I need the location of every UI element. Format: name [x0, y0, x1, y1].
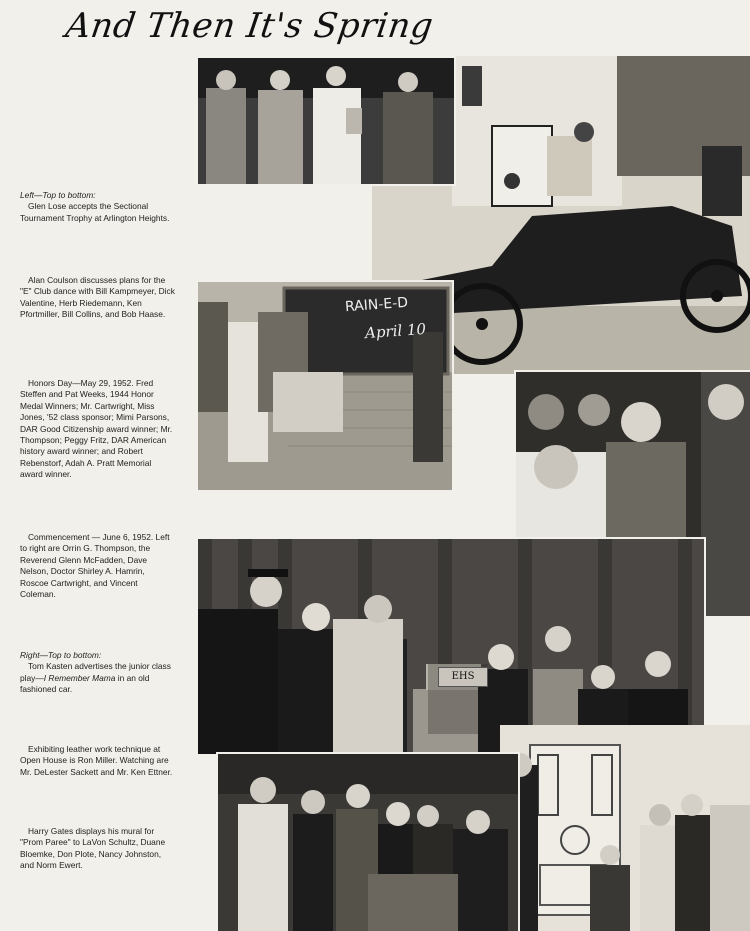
caption-play — [20, 650, 175, 696]
chalkboard-text-1: RAIN-E-D — [344, 294, 409, 316]
caption-play-text — [20, 661, 175, 695]
caption-play-post: in an old fashioned car. — [20, 672, 150, 695]
caption-commencement — [20, 532, 175, 600]
caption-honors — [20, 378, 175, 481]
caption-honors-text: Honors Day—May 29, 1952. Fred Steffen and Pat Weeks, 1944 Honor Medal Winners; Mr. Cartwright, Miss Jones, '52 class sponsor; Mimi Parsons, DAR Good Citizenship award winner; Mr. Thompson; Peggy Fritz, DAR American history award winner; and Robert Rebenstorf, Adah A. Pratt Memorial award winner. — [20, 378, 173, 480]
photo-trophy — [198, 58, 454, 184]
caption-eclub — [20, 275, 175, 321]
caption-play-pre: Tom Kasten advertises the junior class play— — [20, 661, 171, 683]
commencement-image — [198, 539, 704, 754]
caption-eclub-text: Alan Coulson discusses plans for the "E" Club dance with Bill Kampmeyer, Dick Valentine, Herb Riedemann, Ken Pfortmiller, Bill Collins, and Bob Haase. — [20, 275, 175, 320]
caption-leather — [20, 744, 175, 778]
caption-commencement-text: Commencement — June 6, 1952. Left to right are Orrin G. Thompson, the Reverend Glenn McFadden, Dave Nelson, Doctor Shirley A. Hamrin, Roscoe Cartwright, and Vincent Coleman. — [20, 532, 170, 600]
photo-eclub — [198, 282, 452, 490]
page-title: And Then It's Spring — [63, 6, 436, 46]
caption-play-title: I Remember Mama — [43, 672, 116, 683]
caption-trophy-text: Glen Lose accepts the Sectional Tournament Trophy at Arlington Heights. — [20, 201, 170, 223]
caption-left-header: Left—Top to bottom: — [20, 190, 96, 200]
caption-mural — [20, 826, 175, 872]
caption-mural-text: Harry Gates displays his mural for "Prom Paree" to LaVon Schultz, Duane Bloemke, Don Plote, Nancy Johnston, and Norm Ewert. — [20, 826, 166, 871]
honors-image — [218, 754, 518, 931]
caption-trophy — [20, 190, 175, 224]
photo-mural — [500, 725, 750, 931]
mural-image — [500, 725, 750, 931]
eclub-image — [198, 282, 452, 490]
trophy-image — [198, 58, 454, 184]
photo-commencement — [198, 539, 704, 754]
podium-label: EHS — [438, 667, 488, 687]
chalkboard-text-2: April 10 — [364, 319, 427, 343]
caption-right-header: Right—Top to bottom: — [20, 650, 102, 660]
caption-leather-text: Exhibiting leather work technique at Open House is Ron Miller. Watching are Mr. DeLester Sackett and Mr. Ken Ettner. — [20, 744, 173, 777]
photo-honors — [218, 754, 518, 931]
